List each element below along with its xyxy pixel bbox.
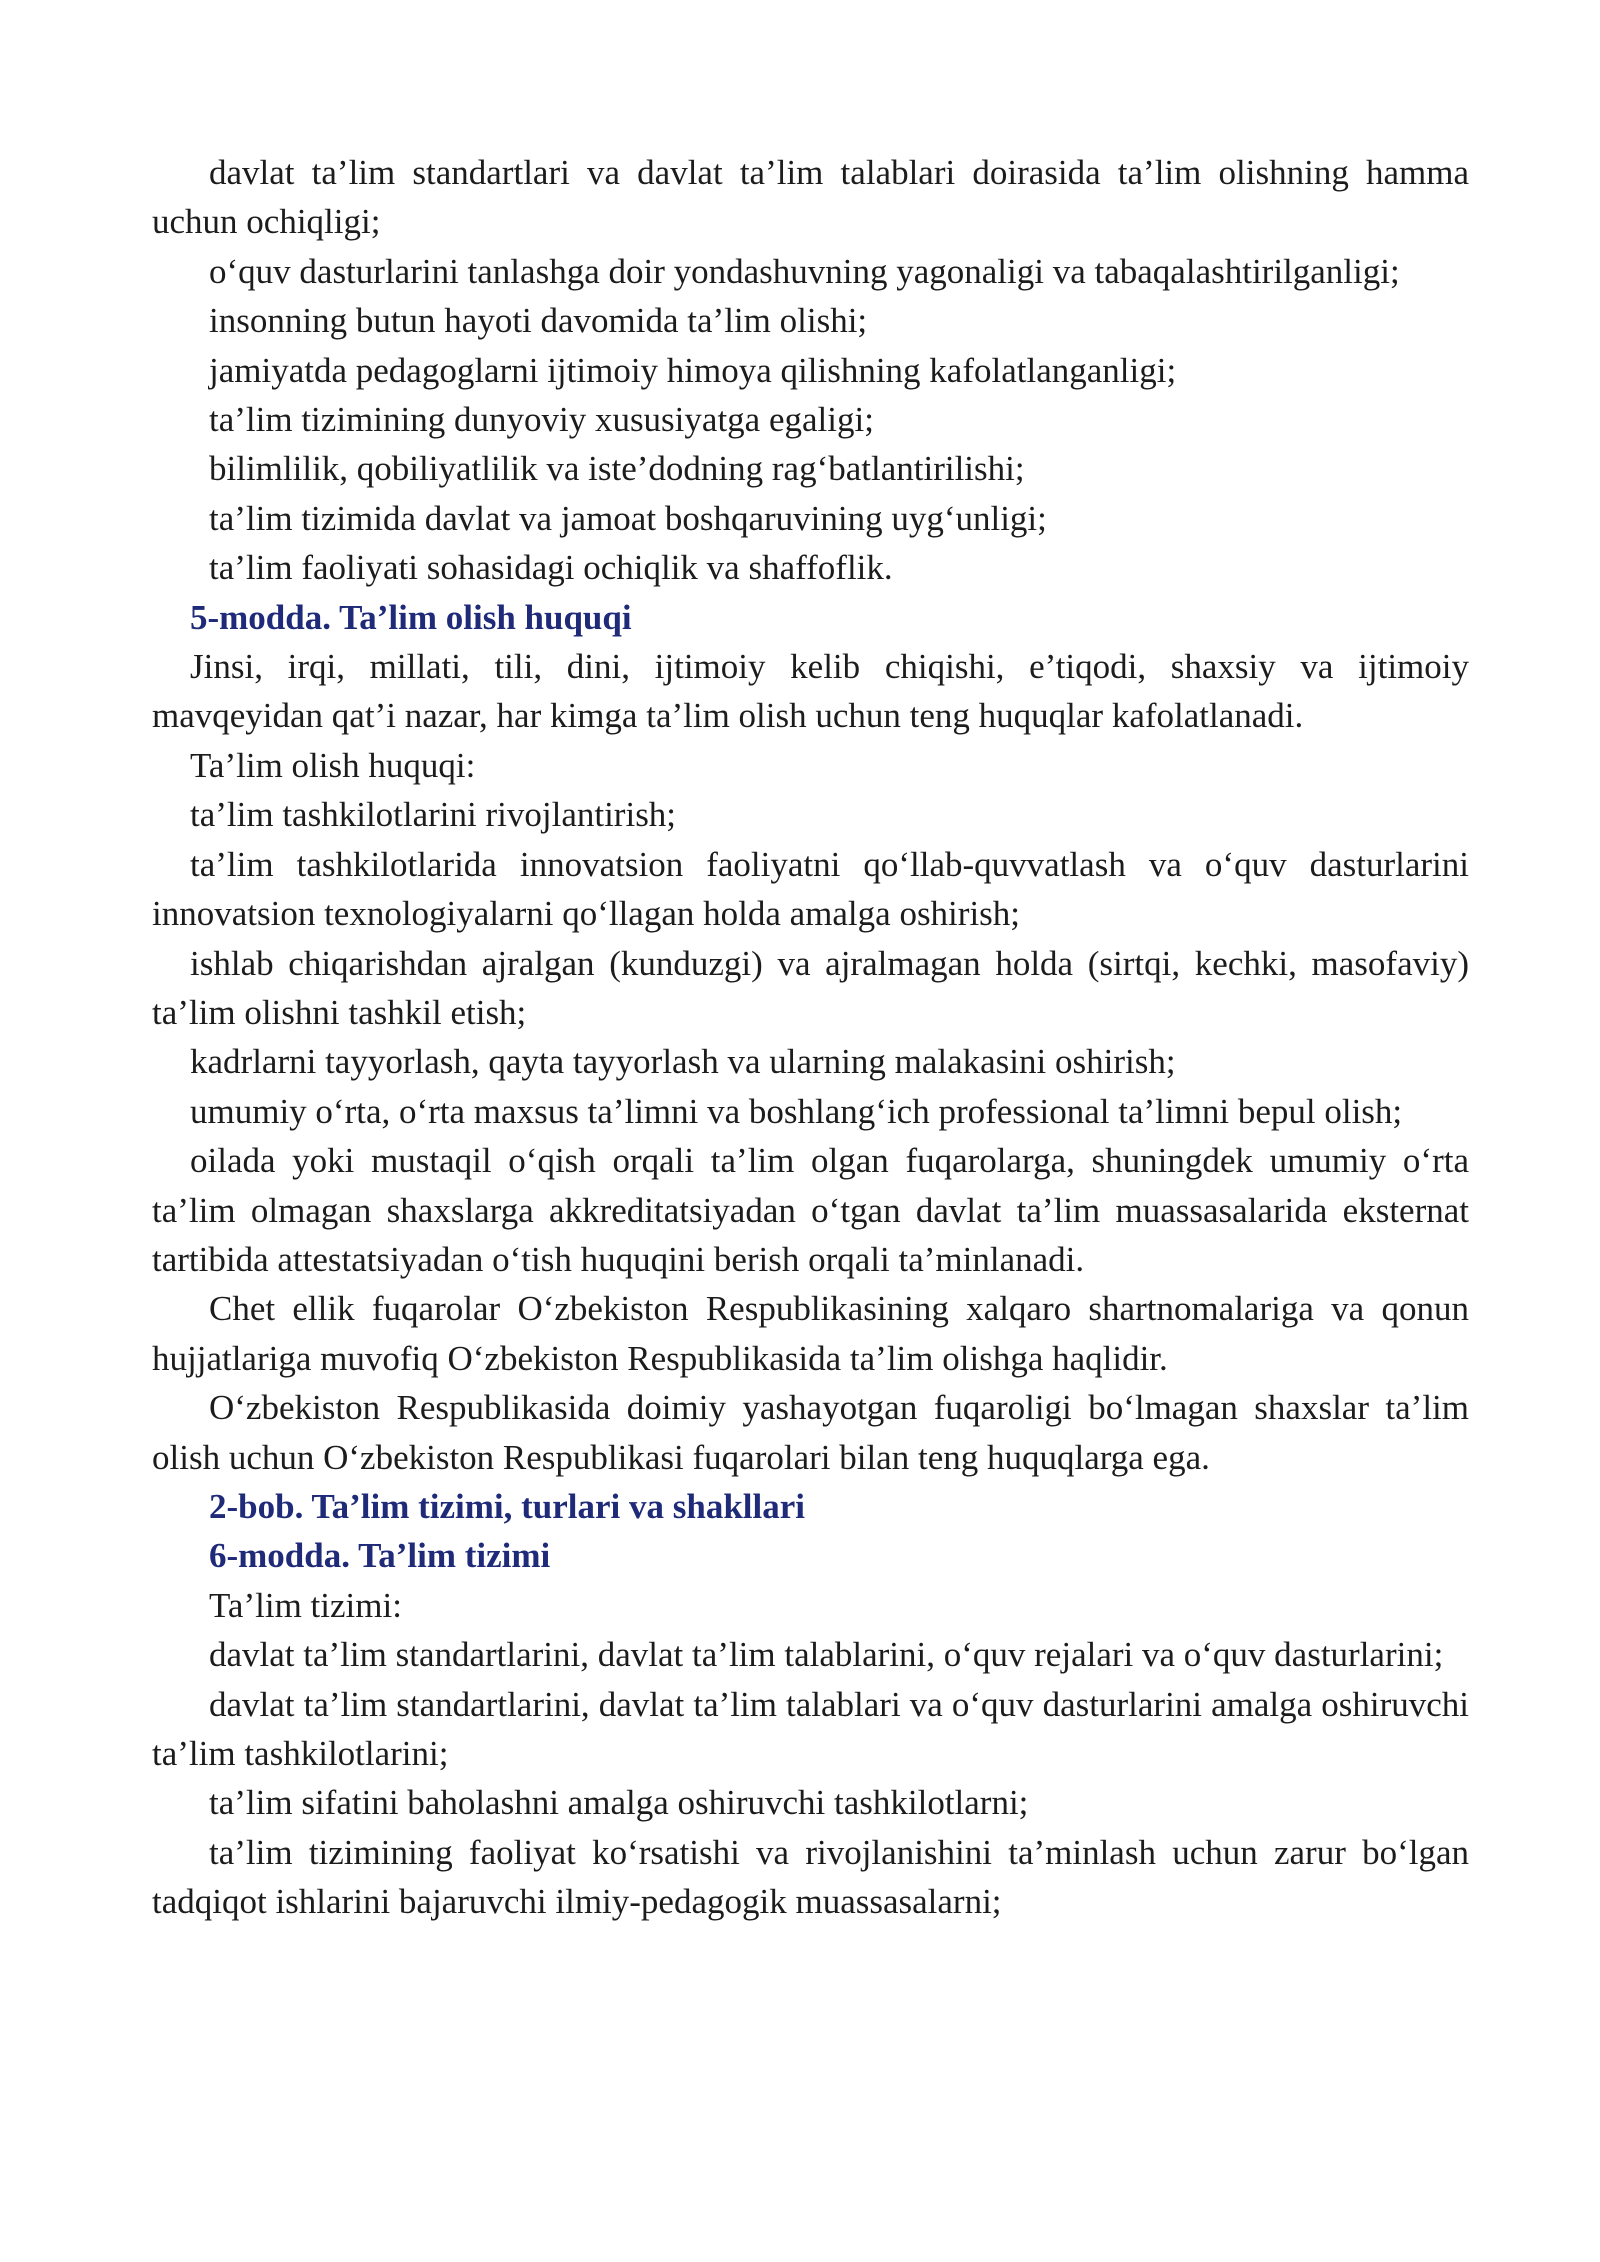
- paragraph: jamiyatda pedagoglarni ijtimoiy himoya qilishning kafolatlanganligi;: [209, 350, 1177, 390]
- paragraph: Jinsi, irqi, millati, tili, dini, ijtimoiy kelib chiqishi, e’tiqodi, shaxsiy va ijtimoiy mavqeyidan qat’i nazar, har kimga ta’lim olish uchun teng huquqlar kafolatlanadi.: [152, 647, 1469, 736]
- section-heading: 6-modda. Ta’lim tizimi: [209, 1536, 551, 1576]
- paragraph: Ta’lim olish huquqi:: [190, 745, 476, 785]
- paragraph: kadrlarni tayyorlash, qayta tayyorlash va ularning malakasini oshirish;: [190, 1042, 1176, 1082]
- paragraph: davlat ta’lim standartlarini, davlat ta’lim talablari va o‘quv dasturlarini amalga oshiruvchi ta’lim tashkilotlarini;: [152, 1684, 1469, 1773]
- paragraph: bilimlilik, qobiliyatlilik va iste’dodning rag‘batlantirilishi;: [209, 449, 1025, 489]
- document-page: [152, 148, 1469, 1927]
- paragraph: insonning butun hayoti davomida ta’lim olishi;: [209, 301, 868, 341]
- paragraph: ta’lim tizimida davlat va jamoat boshqaruvining uyg‘unligi;: [209, 498, 1047, 538]
- paragraph: o‘quv dasturlarini tanlashga doir yondashuvning yagonaligi va tabaqalashtirilganligi;: [209, 251, 1400, 291]
- paragraph: ta’lim sifatini baholashni amalga oshiruvchi tashkilotlarni;: [209, 1783, 1029, 1823]
- paragraph: Chet ellik fuqarolar O‘zbekiston Respublikasining xalqaro shartnomalariga va qonun hujjatlariga muvofiq O‘zbekiston Respublikasida ta’lim olishga haqlidir.: [152, 1289, 1469, 1378]
- paragraph: oilada yoki mustaqil o‘qish orqali ta’lim olgan fuqarolarga, shuningdek umumiy o‘rta ta’lim olmagan shaxslarga akkreditatsiyadan o‘tgan davlat ta’lim muassasalarida eksternat tartibida attestatsiyadan o‘tish huquqini berish orqali ta’minlanadi.: [152, 1141, 1469, 1279]
- paragraph: umumiy o‘rta, o‘rta maxsus ta’limni va boshlang‘ich professional ta’limni bepul olish;: [190, 1091, 1403, 1131]
- paragraph: ta’lim tizimining faoliyat ko‘rsatishi va rivojlanishini ta’minlash uchun zarur bo‘lgan tadqiqot ishlarini bajaruvchi ilmiy-pedagogik muassasalarni;: [152, 1832, 1469, 1922]
- paragraph: ta’lim tashkilotlarini rivojlantirish;: [190, 795, 677, 835]
- paragraph: O‘zbekiston Respublikasida doimiy yashayotgan fuqaroligi bo‘lmagan shaxslar ta’lim olish uchun O‘zbekiston Respublikasi fuqarolari bilan teng huquqlarga ega.: [152, 1388, 1469, 1477]
- paragraph: Ta’lim tizimi:: [209, 1585, 402, 1625]
- paragraph: ishlab chiqarishdan ajralgan (kunduzgi) va ajralmagan holda (sirtqi, kechki, masofaviy) ta’lim olishni tashkil etish;: [152, 943, 1469, 1032]
- section-heading: 5-modda. Ta’lim olish huquqi: [190, 597, 632, 637]
- paragraph: davlat ta’lim standartlarini, davlat ta’lim talablarini, o‘quv rejalari va o‘quv dasturlarini;: [209, 1635, 1444, 1675]
- section-heading: 2-bob. Ta’lim tizimi, turlari va shakllari: [209, 1486, 806, 1526]
- paragraph: ta’lim faoliyati sohasidagi ochiqlik va shaffoflik.: [209, 548, 893, 588]
- paragraph: ta’lim tashkilotlarida innovatsion faoliyatni qo‘llab-quvvatlash va o‘quv dasturlarini innovatsion texnologiyalarni qo‘llagan holda amalga oshirish;: [152, 844, 1469, 934]
- paragraph: ta’lim tizimining dunyoviy xususiyatga egaligi;: [209, 400, 874, 440]
- paragraph: davlat ta’lim standartlari va davlat ta’lim talablari doirasida ta’lim olishning hamma uchun ochiqligi;: [152, 153, 1469, 242]
